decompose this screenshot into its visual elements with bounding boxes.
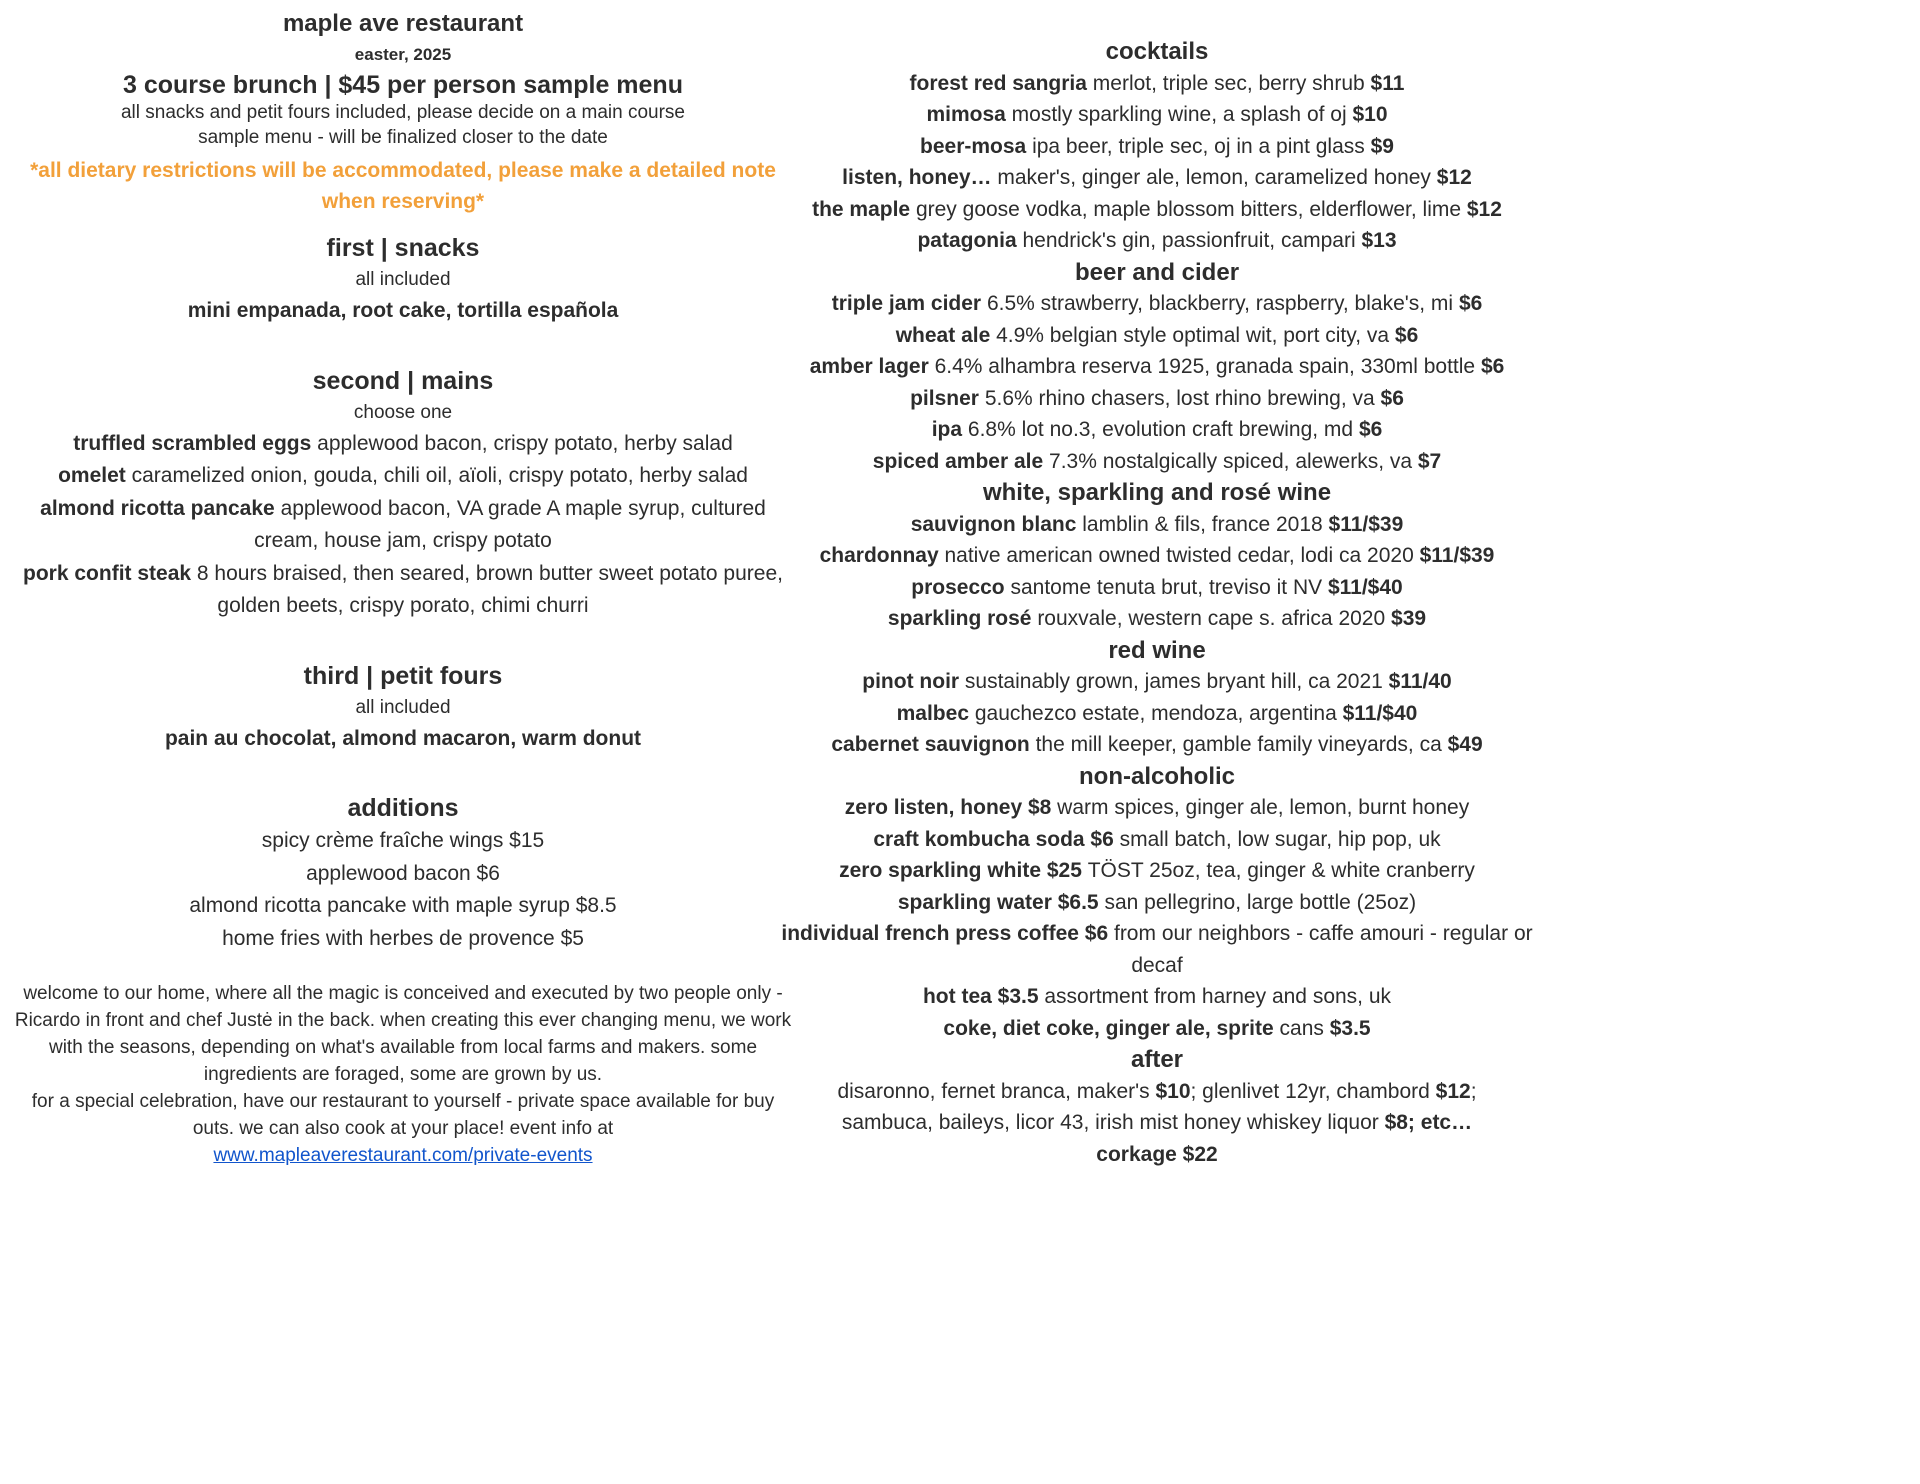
drink-item [779,446,1535,478]
item-name-bold: sauvignon blanc [910,512,1083,536]
food-column [14,8,792,1169]
welcome-paragraph: welcome to our home, where all the magic is conceived and executed by two people only - Ricardo in front and chef Justė in the back. when creating this ever changing menu, we work with the seasons, depending on what's available from local farms and makers. some ingredients are foraged, some are grown by us. [14,983,792,1085]
item-name-bold: ipa [931,418,968,441]
drink-item [779,288,1535,320]
item-name-bold: $6 [1458,292,1483,315]
item-description: cans [1279,1016,1330,1040]
item-description: applewood bacon, crispy potato, herby salad [317,431,733,455]
item-name-bold: $12 [1436,166,1472,189]
menu-line [14,460,792,493]
drink-item [779,1107,1535,1139]
drink-item [779,162,1535,194]
item-description: small batch, low sugar, hip pop, uk [1119,827,1441,851]
item-description: caramelized onion, gouda, chili oil, aïoli, crispy potato, herby salad [131,464,748,487]
item-name-bold: sparkling water $6.5 [897,890,1105,914]
menu-line [14,825,792,858]
menu-line [14,428,792,461]
menu-heading: 3 course brunch | $45 per person sample menu [123,71,683,99]
item-description: home fries with herbes de provence $5 [222,926,584,950]
item-description: merlot, triple sec, berry shrub [1092,71,1371,95]
item-description: native american owned twisted cedar, lodi ca 2020 [944,544,1420,567]
item-name-bold: $11/$40 [1327,575,1403,599]
item-description: the mill keeper, gamble family vineyards, ca [1035,733,1448,756]
drink-item [779,351,1535,383]
drink-item [779,981,1535,1013]
item-description: maker's, ginger ale, lemon, caramelized honey [997,166,1437,189]
menu-line [14,923,792,956]
item-name-bold: pilsner [910,386,985,410]
item-name-bold: chardonnay [819,544,945,567]
item-description: spicy crème fraîche wings $15 [261,829,545,852]
item-description: TÖST 25oz, tea, ginger & white cranberry [1087,859,1475,882]
drinks-section-header-white-sparkling-and-ros-wine: white, sparkling and rosé wine [982,479,1332,506]
drinks-section-header-after: after [1130,1046,1184,1073]
item-name-bold: cabernet sauvignon [831,733,1036,756]
item-name-bold: $6 [1394,323,1419,347]
drink-item [779,540,1535,572]
menu-line [14,858,792,891]
drink-item [779,1076,1535,1108]
drinks-section-header-red-wine: red wine [1108,636,1206,664]
food-section-second-mains [14,364,792,623]
item-name-bold: pork confit steak [23,561,197,585]
item-name-bold: $3.5 [1329,1016,1371,1040]
item-description: 4.9% belgian style optimal wit, port city, va [996,323,1395,347]
drink-item [779,666,1535,698]
section-header: additions [347,794,459,822]
drink-item [779,320,1535,352]
item-name-bold: mimosa [926,103,1012,126]
item-name-bold: $11/$39 [1328,512,1404,536]
item-name-bold: wheat ale [895,323,997,347]
item-name-bold: $39 [1391,607,1427,630]
item-name-bold: pinot noir [862,670,965,693]
item-description: sustainably grown, james bryant hill, ca 2021 [964,670,1389,693]
item-description: 8 hours braised, then seared, brown butter sweet potato puree, golden beets, crispy porato, chimi churri [196,561,783,617]
menu-line [14,890,792,923]
section-header: third | petit fours [303,661,503,690]
item-name-bold: zero listen, honey $8 [844,796,1058,819]
section-header: first | snacks [326,234,480,262]
item-description: 6.5% strawberry, blackberry, raspberry, blake's, mi [986,292,1459,315]
item-name-bold: individual french press coffee $6 [781,922,1114,945]
menu-line [14,558,792,623]
drink-item [779,824,1535,856]
item-description: grey goose vodka, maple blossom bitters, elderflower, lime [915,197,1467,221]
item-description: 5.6% rhino chasers, lost rhino brewing, va [984,386,1381,410]
drink-item [779,729,1535,761]
item-description: applewood bacon $6 [306,861,500,885]
dietary-restrictions-note: *all dietary restrictions will be accommodated, please make a detailed note when reserving* [30,159,776,213]
drink-item [779,414,1535,446]
food-section-first-snacks [14,231,792,328]
item-description: gauchezco estate, mendoza, argentina [974,701,1343,725]
item-name-bold: hot tea $3.5 [922,985,1045,1008]
menu-note-1: all snacks and petit fours included, please decide on a main course [120,102,685,123]
drinks-column [779,36,1535,1170]
item-name-bold: craft kombucha soda $6 [873,827,1120,851]
section-subtitle: choose one [353,401,453,423]
drink-item [779,918,1535,981]
footer-note [14,980,792,1169]
item-name-bold: $12 [1435,1079,1471,1103]
menu-line [14,493,792,558]
item-name-bold: forest red sangria [909,71,1093,95]
item-name-bold: $7 [1417,449,1442,473]
item-name-bold: $13 [1361,229,1397,252]
food-section-third-petit-fours [14,659,792,756]
menu-line [14,723,792,756]
item-description: 6.4% alhambra reserva 1925, granada spain, 330ml bottle [934,355,1481,378]
private-events-paragraph: for a special celebration, have our restaurant to yourself - private space available for buy outs. we can also cook at your place! event info at [31,1091,775,1139]
item-description: disaronno, fernet branca, maker's [837,1079,1156,1103]
item-name-bold: $12 [1466,197,1502,221]
item-description: warm spices, ginger ale, lemon, burnt honey [1057,796,1470,819]
item-description: lamblin & fils, france 2018 [1082,512,1329,536]
item-name-bold: coke, diet coke, ginger ale, sprite [943,1016,1280,1040]
item-name-bold: $10 [1352,103,1388,126]
item-name-bold: truffled scrambled eggs [73,431,318,455]
drink-item [779,572,1535,604]
item-description: san pellegrino, large bottle (25oz) [1104,890,1417,914]
item-description: rouxvale, western cape s. africa 2020 [1037,607,1392,630]
item-name-bold: amber lager [809,355,935,378]
item-name-bold: $6 [1380,386,1404,410]
drink-item [779,1139,1535,1171]
food-section-additions [14,791,792,955]
item-description: almond ricotta pancake with maple syrup $8.5 [189,894,617,917]
item-name-bold: corkage $22 [1096,1142,1218,1166]
item-name-bold: triple jam cider [831,292,987,315]
item-name-bold: $11/$39 [1419,544,1495,567]
drink-item [779,698,1535,730]
item-name-bold: $6 [1358,418,1383,441]
item-name-bold: spiced amber ale [872,449,1050,473]
drink-item [779,99,1535,131]
item-name-bold: $11/$40 [1342,701,1418,725]
restaurant-name: maple ave restaurant [282,10,524,37]
item-description: ipa beer, triple sec, oj in a pint glass [1032,134,1371,158]
item-name-bold: patagonia [917,229,1023,252]
item-description: from our neighbors - caffe amouri - regular or decaf [1113,922,1533,977]
item-name-bold: $9 [1370,134,1394,158]
drink-item [779,194,1535,226]
item-name-bold: prosecco [911,575,1011,599]
drink-item [779,887,1535,919]
item-description: assortment from harney and sons, uk [1044,985,1392,1008]
drinks-section-header-beer-and-cider: beer and cider [1074,258,1240,286]
item-name-bold: $6 [1480,355,1505,378]
item-description: 6.8% lot no.3, evolution craft brewing, md [967,418,1359,441]
item-name-bold: mini empanada, root cake, tortilla española [187,299,619,322]
drink-item [779,68,1535,100]
food-sections [14,231,792,955]
item-name-bold: $11/40 [1388,670,1452,693]
item-description: ; [1470,1079,1477,1103]
item-name-bold: listen, honey… [842,166,998,189]
drink-item [779,383,1535,415]
section-subtitle: all included [355,696,451,718]
item-description: santome tenuta brut, treviso it NV [1010,575,1328,599]
section-header: second | mains [312,366,494,395]
drink-item [779,603,1535,635]
drink-item [779,131,1535,163]
item-name-bold: pain au chocolat, almond macaron, warm donut [164,726,642,750]
item-name-bold: the maple [812,197,916,221]
item-description: sambuca, baileys, licor 43, irish mist honey whiskey liquor [841,1111,1385,1134]
item-name-bold: malbec [896,701,975,725]
item-name-bold: sparkling rosé [887,607,1038,630]
item-name-bold: omelet [58,464,132,487]
item-description: hendrick's gin, passionfruit, campari [1022,229,1362,252]
item-name-bold: almond ricotta pancake [40,496,281,520]
item-description: mostly sparkling wine, a splash of oj [1011,103,1353,126]
menu-line [14,295,792,328]
item-description: applewood bacon, VA grade A maple syrup, cultured cream, house jam, crispy potato [254,496,766,552]
drink-item [779,509,1535,541]
drinks-section-header-cocktails: cocktails [1105,38,1209,65]
section-subtitle: all included [355,269,451,290]
drink-item [779,792,1535,824]
drink-item [779,1013,1535,1045]
item-description: 7.3% nostalgically spiced, alewerks, va [1049,449,1418,473]
drinks-section-header-non-alcoholic: non-alcoholic [1079,762,1235,790]
menu-note-2: sample menu - will be finalized closer to the date [198,127,608,148]
item-name-bold: beer-mosa [920,134,1033,158]
item-name-bold: $10 [1155,1079,1191,1103]
item-name-bold: zero sparkling white $25 [839,859,1088,882]
private-events-link[interactable]: www.mapleaverestaurant.com/private-events [213,1145,593,1166]
item-name-bold: $49 [1447,733,1483,756]
item-name-bold: $11 [1370,71,1405,95]
drink-item [779,855,1535,887]
event-date: easter, 2025 [354,45,452,64]
item-description: ; glenlivet 12yr, chambord [1190,1079,1436,1103]
item-name-bold: $8; etc… [1384,1111,1473,1134]
drink-item [779,225,1535,257]
